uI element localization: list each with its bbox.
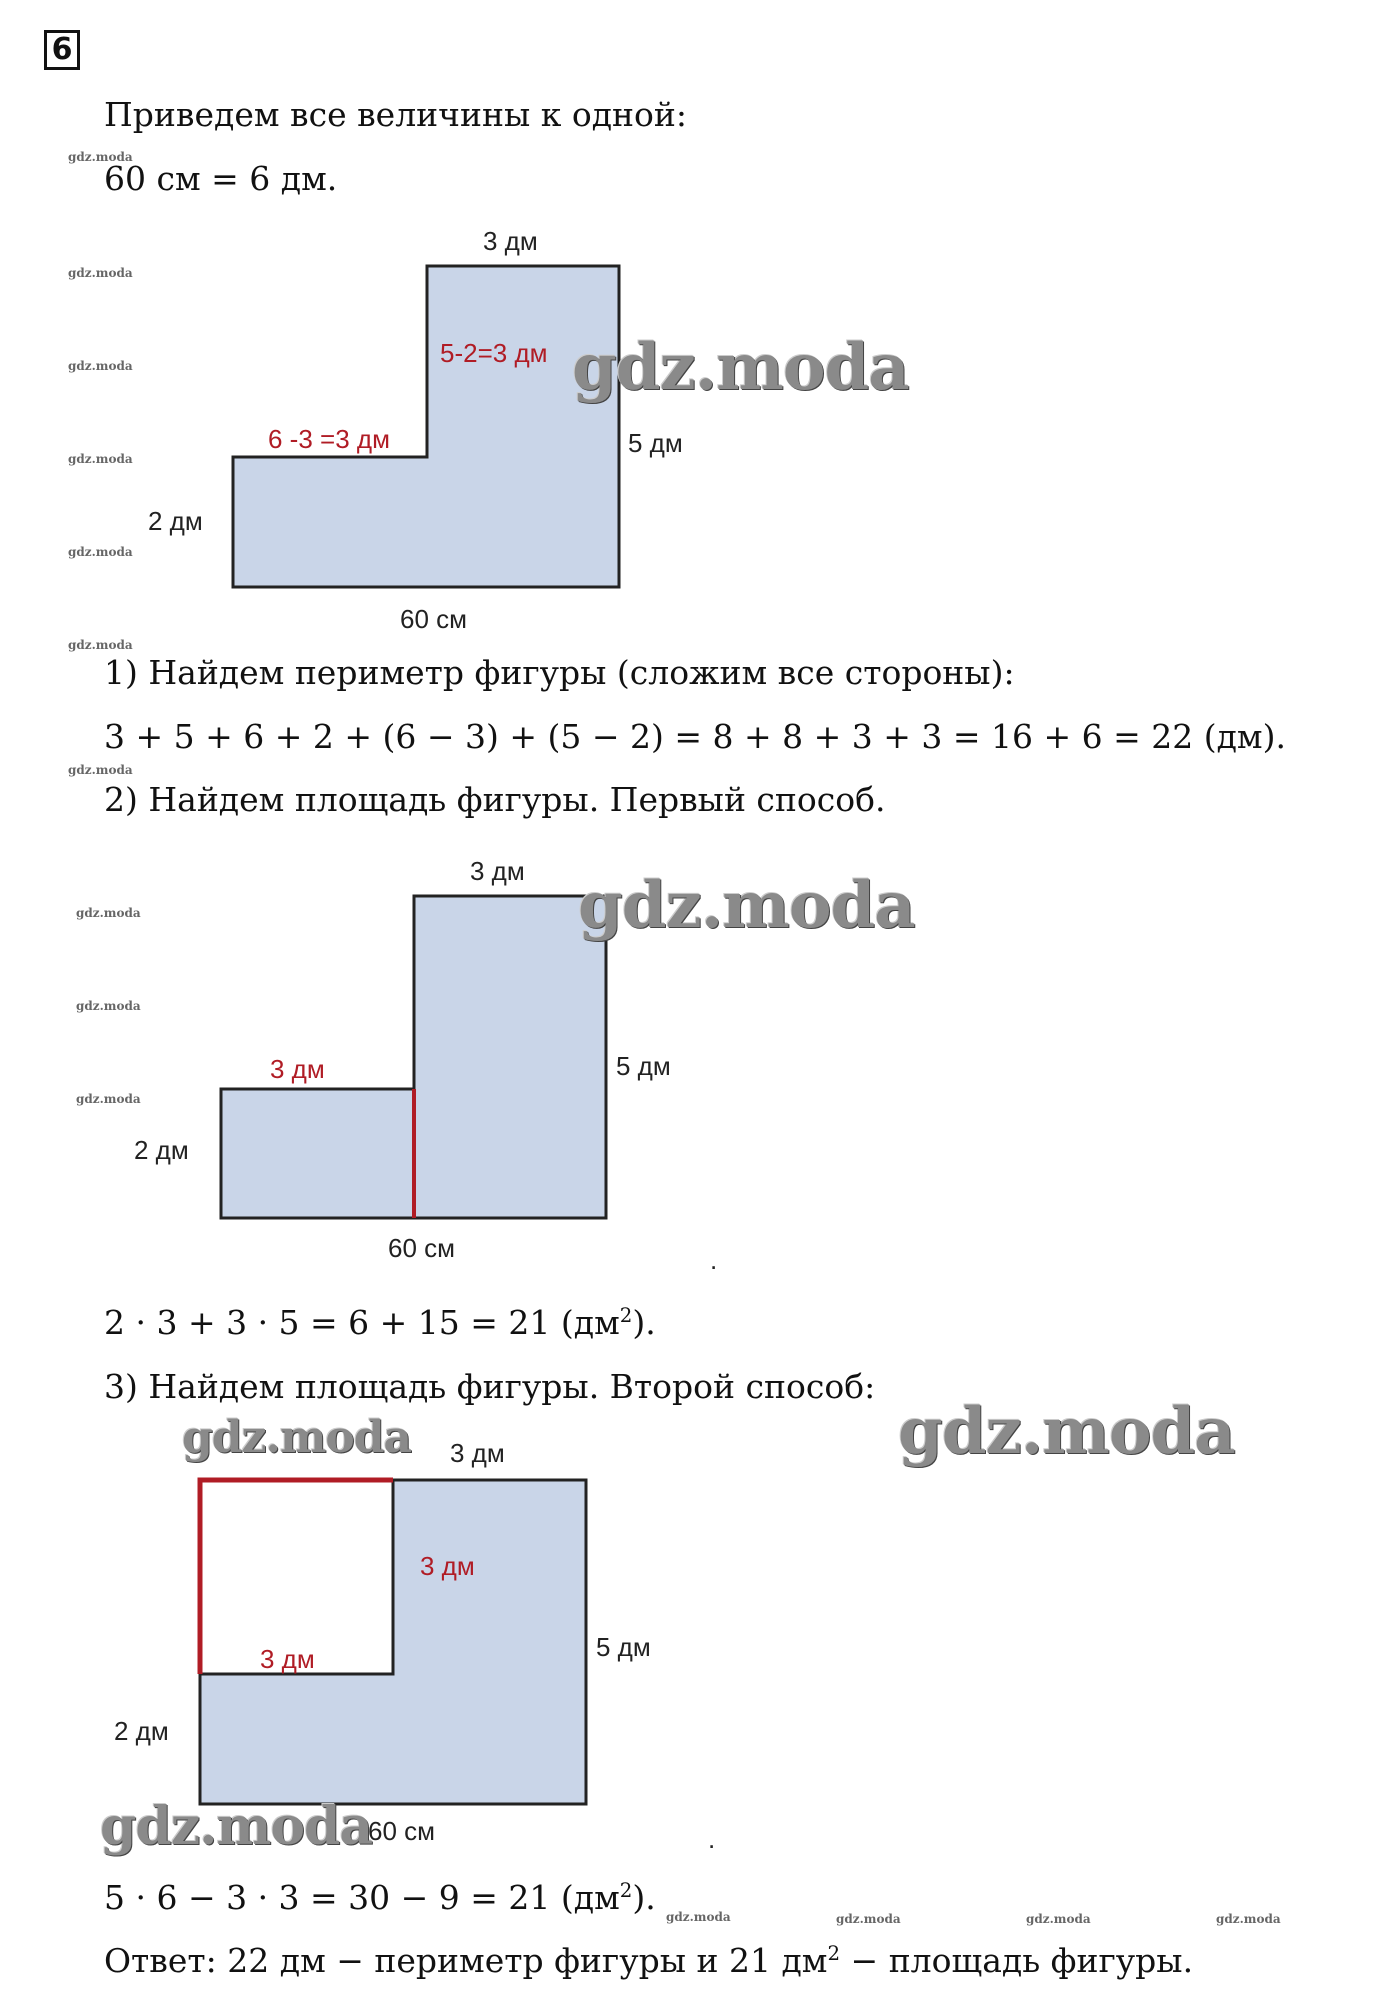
watermark-small: gdz.moda (68, 638, 133, 652)
watermark-small: gdz.moda (1216, 1912, 1281, 1926)
figure-3-shape (200, 1480, 586, 1804)
watermark-small: gdz.moda (68, 359, 133, 373)
figure-1 (130, 220, 780, 640)
step-2-formula-sup: 2 (619, 1304, 633, 1327)
step-3-formula (104, 1877, 656, 1919)
watermark-small: gdz.moda (666, 1910, 731, 1924)
step-1-formula: 3 + 5 + 6 + 2 + (6 − 3) + (5 − 2) = 8 + 8 + 3 + 3 = 16 + 6 = 22 (дм). (104, 717, 1286, 756)
watermark-large: gdz.moda (572, 330, 909, 405)
answer-sup: 2 (827, 1942, 841, 1965)
step-3-formula-sup: 2 (619, 1879, 633, 1902)
watermark-small: gdz.moda (76, 999, 141, 1013)
watermark-small: gdz.moda (836, 1912, 901, 1926)
figure-2-right-label: 5 дм (616, 1051, 671, 1081)
watermark-small: gdz.moda (68, 150, 133, 164)
figure-1-inner-horizontal-label: 6 -3 =3 дм (268, 424, 390, 454)
figure-2-left-label: 2 дм (134, 1135, 189, 1165)
watermark-small: gdz.moda (68, 545, 133, 559)
figure-3-top-label: 3 дм (450, 1438, 505, 1468)
figure-1-right-label: 5 дм (628, 428, 683, 458)
figure-3-bottom-label: 60 см (368, 1816, 436, 1846)
step-2-title: 2) Найдем площадь фигуры. Первый способ. (104, 780, 886, 819)
figure-1-inner-vertical-label: 5-2=3 дм (440, 338, 548, 368)
figure-3-inner-horizontal-label: 3 дм (260, 1644, 315, 1674)
figure-2-bottom-label: 60 см (388, 1233, 456, 1263)
step-3-formula-end: ). (632, 1878, 656, 1917)
answer-main: Ответ: 22 дм − периметр фигуры и 21 дм (104, 1941, 828, 1980)
watermark-large: gdz.moda (578, 868, 915, 943)
intro-line: Приведем все величины к одной: (104, 95, 687, 134)
conversion-line: 60 см = 6 дм. (104, 159, 338, 198)
watermark-small: gdz.moda (76, 906, 141, 920)
watermark-large: gdz.moda (898, 1394, 1235, 1469)
step-3-title: 3) Найдем площадь фигуры. Второй способ: (104, 1367, 876, 1406)
figure-1-bottom-label: 60 см (400, 604, 468, 634)
figure-3-inner-vertical-label: 3 дм (420, 1551, 475, 1581)
watermark-small: gdz.moda (76, 1092, 141, 1106)
step-1-title: 1) Найдем периметр фигуры (сложим все стороны): (104, 653, 1015, 692)
watermark-large: gdz.moda (182, 1412, 412, 1463)
answer-end: − площадь фигуры. (840, 1941, 1194, 1980)
figure-2-top-label: 3 дм (470, 856, 525, 886)
figure-3 (100, 1420, 740, 1850)
figure-1-top-label: 3 дм (483, 226, 538, 256)
figure-1-left-label: 2 дм (148, 506, 203, 536)
task-number: 6 (44, 30, 80, 70)
step-2-formula (104, 1302, 656, 1344)
watermark-small: gdz.moda (68, 763, 133, 777)
step-3-formula-main: 5 · 6 − 3 · 3 = 30 − 9 = 21 (дм (104, 1878, 620, 1917)
watermark-small: gdz.moda (68, 266, 133, 280)
figure-3-left-label: 2 дм (114, 1716, 169, 1746)
watermark-small: gdz.moda (68, 452, 133, 466)
step-2-formula-main: 2 · 3 + 3 · 5 = 6 + 15 = 21 (дм (104, 1303, 620, 1342)
watermark-large: gdz.moda (100, 1796, 373, 1857)
answer-line (104, 1940, 1193, 1982)
watermark-small: gdz.moda (1026, 1912, 1091, 1926)
figure-2-inner-top-label: 3 дм (270, 1054, 325, 1084)
figure-3-dot: . (708, 1824, 716, 1850)
step-2-formula-end: ). (632, 1303, 656, 1342)
figure-3-right-label: 5 дм (596, 1632, 651, 1662)
figure-2-dot: . (710, 1245, 718, 1275)
